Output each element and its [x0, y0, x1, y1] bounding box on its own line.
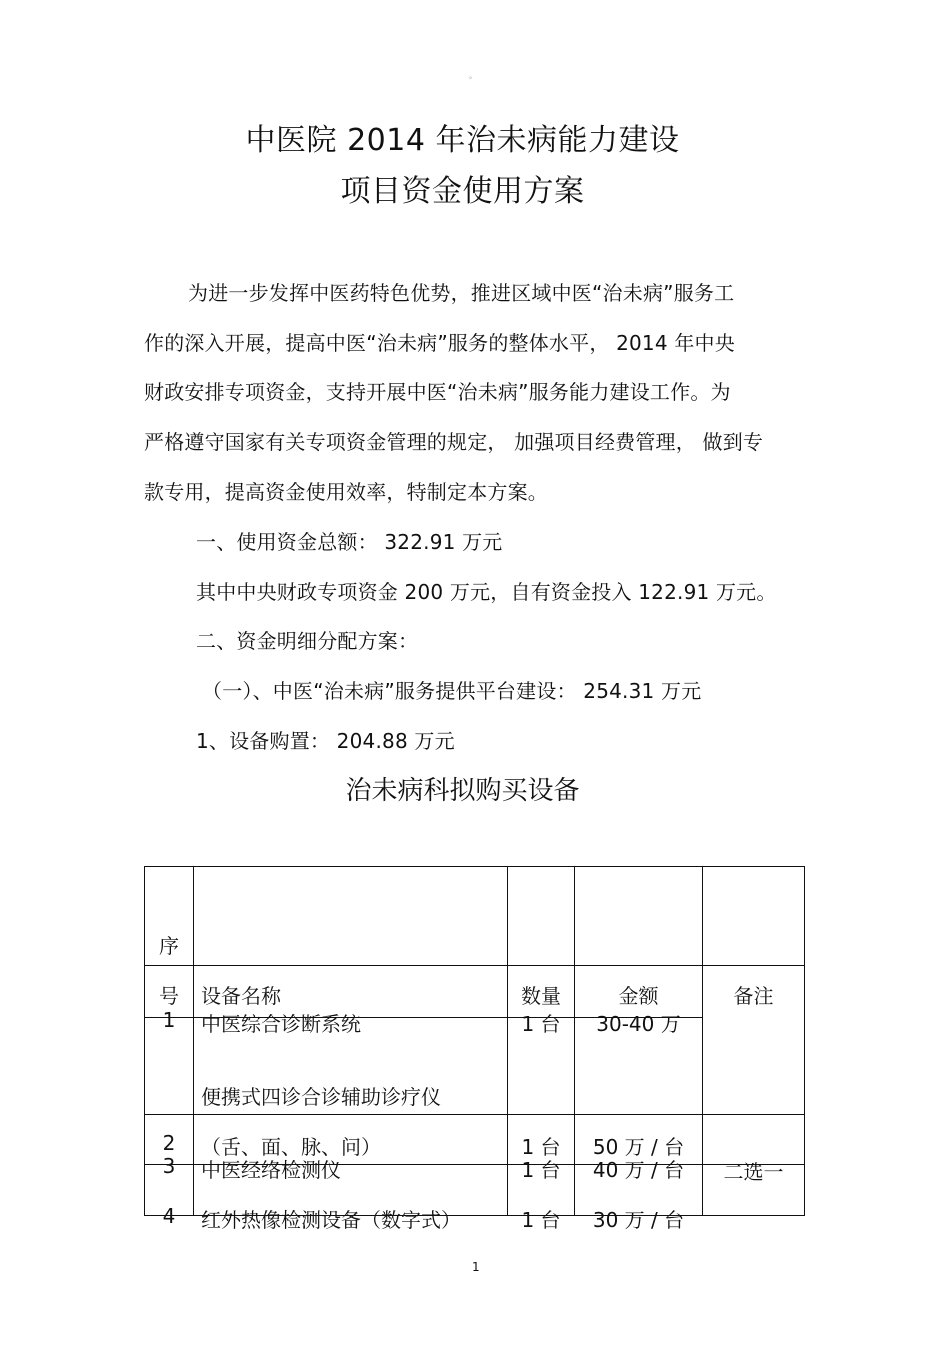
- row-1-name: 中医综合诊断系统: [201, 1011, 361, 1036]
- row-2-name-line-1: 便携式四诊合诊辅助诊疗仪: [201, 1085, 441, 1109]
- paragraph-line-2: 作的深入开展，提高中医“治未病”服务的整体水平， 2014 年中央: [144, 331, 735, 355]
- document-title-line-2: 项目资金使用方案: [340, 174, 585, 209]
- paragraph-line-4: 严格遵守国家有关专项资金管理的规定， 加强项目经费管理， 做到专: [144, 430, 764, 454]
- section-1-heading: 一、使用资金总额： 322.91 万元: [196, 530, 503, 554]
- paragraph-line-5: 款专用，提高资金使用效率，特制定本方案。: [144, 480, 548, 504]
- header-quantity: 数量: [521, 984, 561, 1008]
- equipment-title: 治未病科拟购买设备: [345, 776, 580, 806]
- row-2-index: 2: [162, 1131, 176, 1155]
- row-4-amount: 30 万 / 台: [592, 1208, 685, 1232]
- header-amount: 金额: [618, 984, 659, 1008]
- row-1-index: 1: [162, 1007, 176, 1032]
- header-index-line-2: 号: [159, 984, 179, 1008]
- row-2-index-cell: [145, 1018, 194, 1155]
- row-1-quantity: 1 台: [521, 1011, 561, 1036]
- row-2-quantity: 1 台: [521, 1135, 561, 1159]
- header-name: 设备名称: [201, 984, 281, 1008]
- row-1-amount: 30-40 万: [596, 1011, 681, 1036]
- header-index-cell: [145, 867, 194, 1008]
- header-name-cell: [194, 867, 508, 1008]
- row-4-quantity: 1 台: [521, 1208, 561, 1232]
- row-2-name-line-2: （舌、面、脉、问）: [201, 1135, 381, 1159]
- row-2-amount: 50 万 / 台: [592, 1135, 685, 1159]
- row-4-name: 红外热像检测设备（数字式）: [201, 1208, 461, 1232]
- row-3-quantity: 1 台: [521, 1157, 561, 1182]
- document-title-line-1: 中医院 2014 年治未病能力建设: [245, 123, 680, 158]
- section-2-heading: 二、资金明细分配方案：: [196, 629, 419, 653]
- equipment-table-grid: [144, 866, 805, 1232]
- header-remark: 备注: [733, 984, 774, 1008]
- item-1-heading: 1、设备购置： 204.88 万元: [196, 729, 455, 753]
- row-3-index: 3: [162, 1153, 176, 1178]
- row-3-name: 中医经络检测仪: [201, 1157, 341, 1182]
- top-mark: 。: [469, 71, 477, 80]
- header-remark-cell: [703, 867, 805, 1008]
- row-4-index: 4: [162, 1204, 176, 1228]
- page-number: 1: [472, 1260, 480, 1274]
- header-amount-cell: [575, 867, 703, 1008]
- section-1-detail: 其中中央财政专项资金 200 万元，自有资金投入 122.91 万元。: [196, 580, 777, 604]
- header-quantity-cell: [508, 867, 575, 1008]
- paragraph-line-1: 为进一步发挥中医药特色优势，推进区域中医“治未病”服务工: [188, 281, 735, 305]
- paragraph-line-3: 财政安排专项资金，支持开展中医“治未病”服务能力建设工作。为: [144, 380, 731, 404]
- row-3-amount: 40 万 / 台: [592, 1157, 685, 1182]
- header-index-line-1: 序: [159, 934, 179, 958]
- table-header-row: [145, 867, 805, 966]
- subsection-1-heading: （一）、中医“治未病”服务提供平台建设： 254.31 万元: [202, 679, 702, 703]
- merged-remark: 二选一: [723, 1160, 784, 1184]
- equipment-table: [144, 866, 804, 1232]
